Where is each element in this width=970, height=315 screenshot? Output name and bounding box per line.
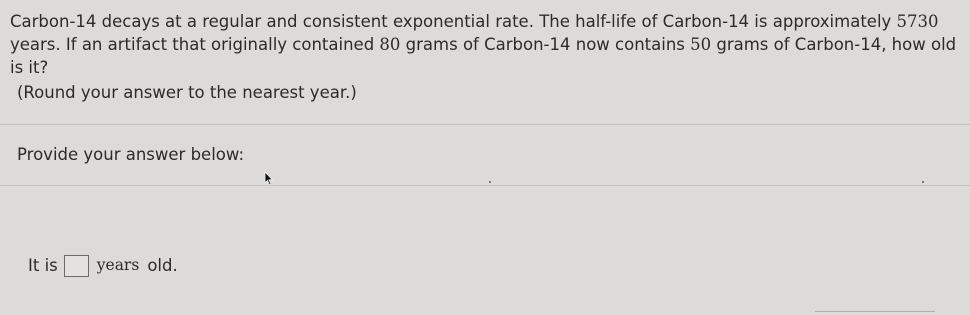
decorative-speck bbox=[489, 181, 491, 183]
question-part-4: grams of Carbon-14, how old is it? bbox=[10, 35, 957, 77]
answer-suffix: old. bbox=[147, 255, 178, 275]
question-text-block bbox=[10, 10, 965, 79]
question-part-2: years. If an artifact that originally contained bbox=[10, 35, 380, 54]
question-part-1: Carbon-14 decays at a regular and consistent exponential rate. The half-life of Carbon-14 is approximately bbox=[10, 12, 897, 31]
question-prompt bbox=[10, 10, 965, 79]
decorative-speck bbox=[922, 181, 924, 183]
current-mass-value: 50 bbox=[690, 35, 712, 54]
section-divider-bottom bbox=[0, 185, 970, 186]
answer-input-box[interactable] bbox=[64, 255, 89, 277]
rounding-instruction: (Round your answer to the nearest year.) bbox=[17, 83, 357, 102]
answer-row bbox=[28, 254, 178, 276]
answer-section-label: Provide your answer below: bbox=[17, 145, 245, 164]
section-divider-top bbox=[0, 124, 970, 125]
answer-unit: years bbox=[96, 256, 140, 274]
original-mass-value: 80 bbox=[379, 35, 401, 54]
question-part-3: grams of Carbon-14 now contains bbox=[400, 35, 691, 54]
half-life-value: 5730 bbox=[896, 12, 939, 31]
answer-prefix: It is bbox=[28, 255, 58, 275]
bottom-edge-line bbox=[815, 311, 935, 312]
mouse-pointer-icon bbox=[264, 171, 274, 186]
